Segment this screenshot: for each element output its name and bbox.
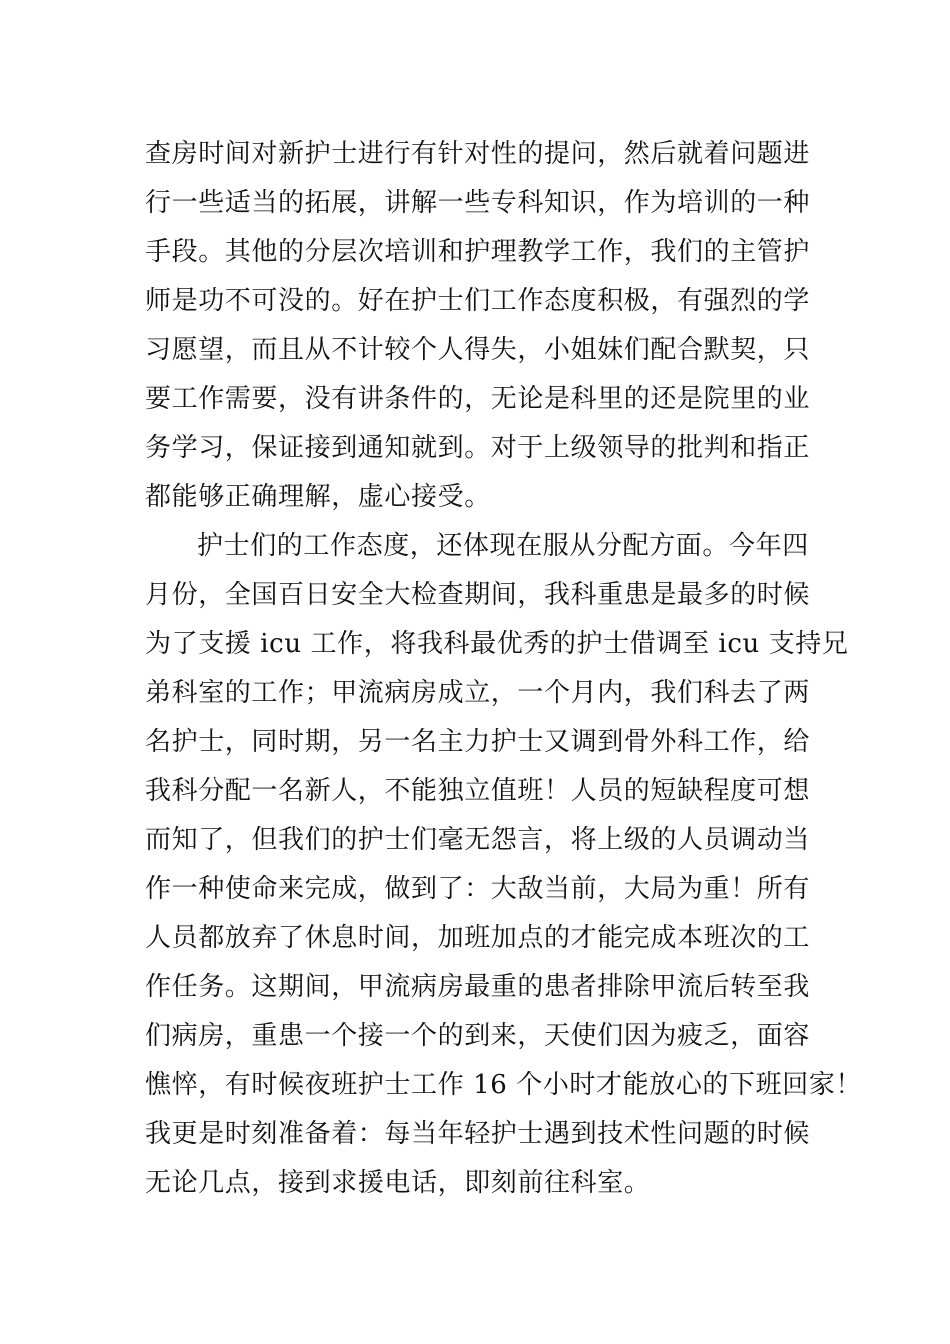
text-line: 弟科室的工作；甲流病房成立，一个月内，我们科去了两 [145,678,811,708]
paragraph-1 [145,130,820,522]
text-line: 师是功不可没的。好在护士们工作态度积极，有强烈的学 [145,286,811,316]
text-line: 都能够正确理解，虚心接受。 [145,482,491,512]
text-line: 务学习，保证接到通知就到。对于上级领导的批判和指正 [145,433,811,463]
text-line: 人员都放弃了休息时间，加班加点的才能完成本班次的工 [145,923,811,953]
text-line: 我科分配一名新人，不能独立值班！人员的短缺程度可想 [145,776,811,806]
text-line: 查房时间对新护士进行有针对性的提问，然后就着问题进 [145,139,811,169]
text-line: 要工作需要，没有讲条件的，无论是科里的还是院里的业 [145,384,811,414]
text-line: 憔悴，有时候夜班护士工作 16 个小时才能放心的下班回家！ [145,1070,863,1100]
text-line: 无论几点，接到求援电话，即刻前往科室。 [145,1168,651,1198]
text-line: 习愿望，而且从不计较个人得失，小姐妹们配合默契，只 [145,335,811,365]
text-line: 为了支援 icu 工作，将我科最优秀的护士借调至 icu 支持兄 [145,629,849,659]
text-line: 们病房，重患一个接一个的到来，天使们因为疲乏，面容 [145,1021,811,1051]
paragraph-2 [145,522,863,1208]
text-line: 月份，全国百日安全大检查期间，我科重患是最多的时候 [145,580,811,610]
text-line: 行一些适当的拓展，讲解一些专科知识，作为培训的一种 [145,188,811,218]
text-line: 作一种使命来完成，做到了：大敌当前，大局为重！所有 [145,874,811,904]
text-line: 护士们的工作态度，还体现在服从分配方面。今年四 [197,531,809,561]
text-line: 名护士，同时期，另一名主力护士又调到骨外科工作，给 [145,727,811,757]
text-line: 而知了，但我们的护士们毫无怨言，将上级的人员调动当 [145,825,811,855]
document-body [145,130,863,1208]
text-line: 我更是时刻准备着：每当年轻护士遇到技术性问题的时候 [145,1119,811,1149]
text-line: 手段。其他的分层次培训和护理教学工作，我们的主管护 [145,237,811,267]
text-line: 作任务。这期间，甲流病房最重的患者排除甲流后转至我 [145,972,811,1002]
